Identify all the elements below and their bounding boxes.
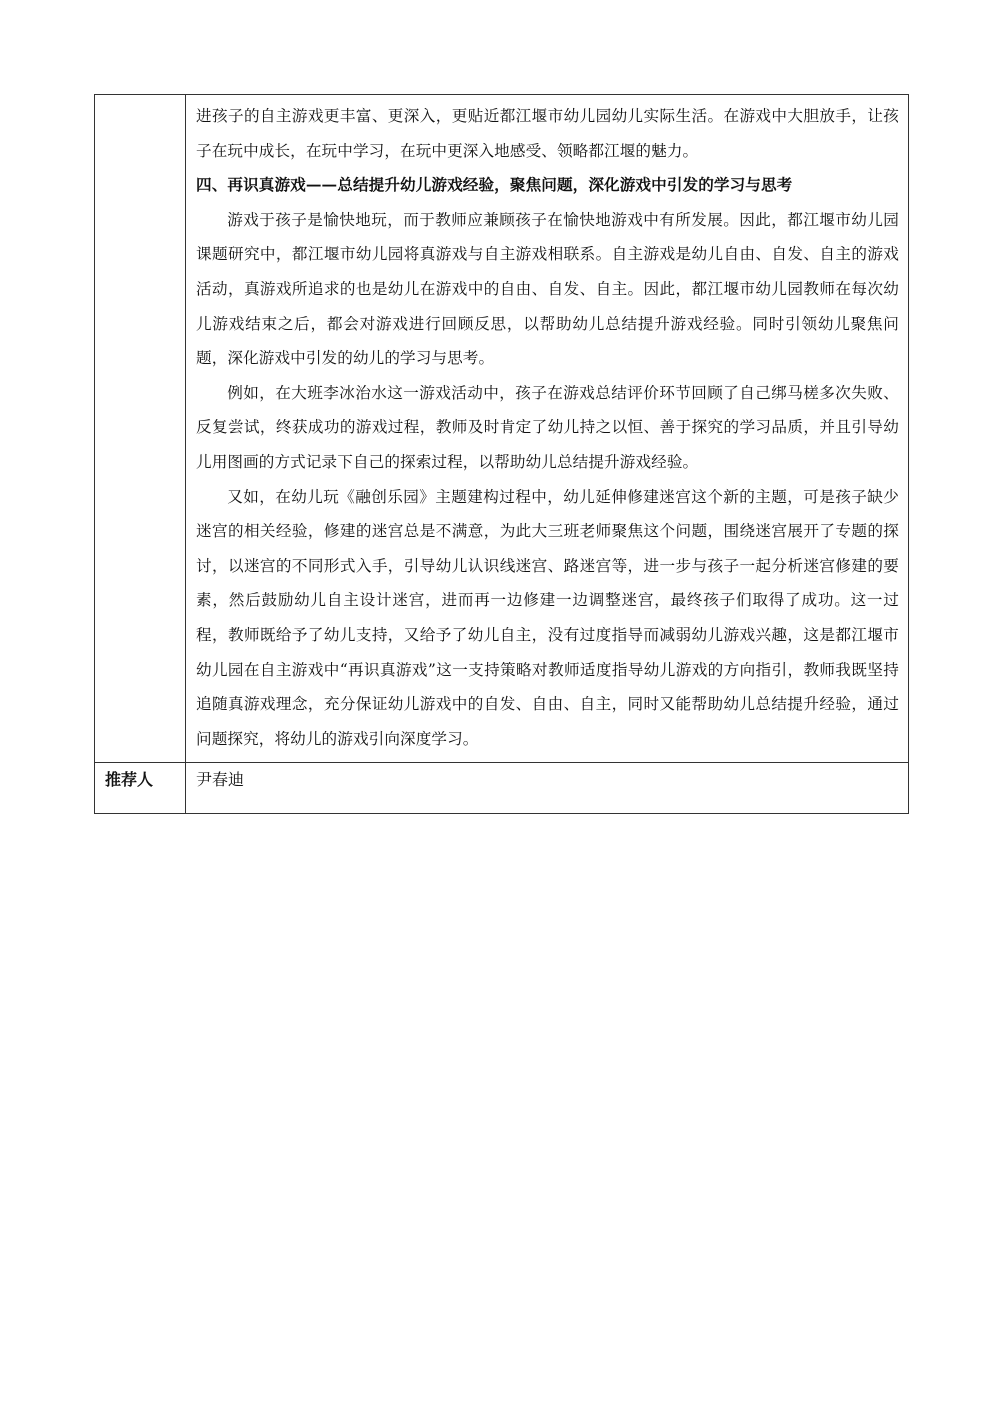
- recommender-label: 推荐人: [95, 763, 186, 814]
- paragraph-body: 又如，在幼儿玩《融创乐园》主题建构过程中，幼儿延伸修建迷宫这个新的主题，可是孩子缺少迷宫的相关经验，修建的迷宫总是不满意，为此大三班老师聚焦这个问题，围绕迷宫展开了专题的探讨，以迷宫的不同形式入手，引导幼儿认识线迷宫、路迷宫等，进一步与孩子一起分析迷宫修建的要素，然后鼓励幼儿自主设计迷宫，进而再一边修建一边调整迷宫，最终孩子们取得了成功。这一过程，教师既给予了幼儿支持，又给予了幼儿自主，没有过度指导而减弱幼儿游戏兴趣，这是都江堰市幼儿园在自主游戏中“再识真游戏”这一支持策略对教师适度指导幼儿游戏的方向指引，教师我既坚持追随真游戏理念，充分保证幼儿游戏中的自发、自由、自主，同时又能帮助幼儿总结提升经验，通过问题探究，将幼儿的游戏引向深度学习。: [196, 487, 899, 748]
- recommender-row: [95, 763, 909, 814]
- recommender-value: 尹春迪: [186, 763, 909, 814]
- paragraph-continuation: 进孩子的自主游戏更丰富、更深入，更贴近都江堰市幼儿园幼儿实际生活。在游戏中大胆放手，让孩子在玩中成长，在玩中学习，在玩中更深入地感受、领略都江堰的魅力。: [196, 107, 899, 160]
- paragraph-body: 例如，在大班李冰治水这一游戏活动中，孩子在游戏总结评价环节回顾了自己绑马槎多次失败、反复尝试，终获成功的游戏过程，教师及时肯定了幼儿持之以恒、善于探究的学习品质，并且引导幼儿用图画的方式记录下自己的探索过程，以帮助幼儿总结提升游戏经验。: [196, 383, 899, 471]
- content-cell: [186, 95, 909, 763]
- content-row: [95, 95, 909, 763]
- section-heading: 四、再识真游戏——总结提升幼儿游戏经验，聚焦问题，深化游戏中引发的学习与思考: [196, 175, 793, 195]
- document-table: [94, 94, 909, 814]
- paragraph-body: 游戏于孩子是愉快地玩，而于教师应兼顾孩子在愉快地游戏中有所发展。因此，都江堰市幼儿园课题研究中，都江堰市幼儿园将真游戏与自主游戏相联系。自主游戏是幼儿自由、自发、自主的游戏活动，真游戏所追求的也是幼儿在游戏中的自由、自发、自主。因此，都江堰市幼儿园教师在每次幼儿游戏结束之后，都会对游戏进行回顾反思，以帮助幼儿总结提升游戏经验。同时引领幼儿聚焦问题，深化游戏中引发的幼儿的学习与思考。: [196, 210, 899, 368]
- content-row-label-cell: [95, 95, 186, 763]
